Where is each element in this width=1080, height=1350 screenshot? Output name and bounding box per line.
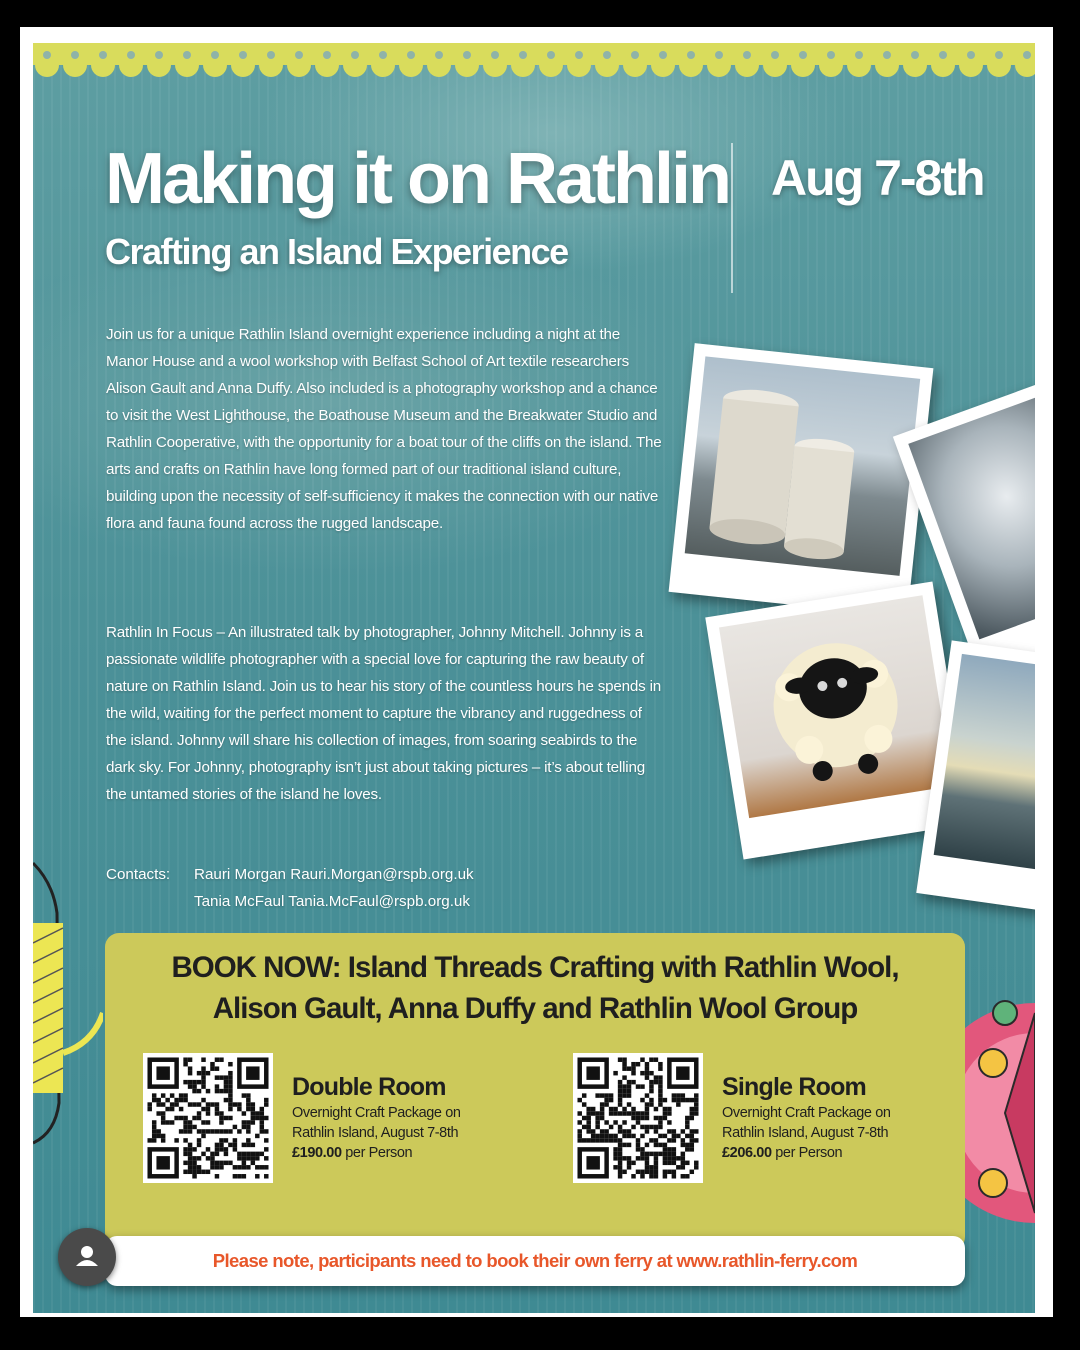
talk-paragraph: Rathlin In Focus – An illustrated talk by photographer, Johnny Mitchell. Johnny is a passionate wildlife photographer with a special love for capturing the raw beauty of nature on Rathlin Island. Join us to hear his story of the countless hours he spends in the wild, waiting for the perfect moment to capture the vibrancy and ruggedness of the island. Johnny will share his collection of images, from soaring seabirds to the dark sky. For Johnny, photography isn’t just about taking pictures – it’s about telling the untamed stories of the island he loves. (106, 624, 662, 803)
contacts-block (106, 861, 474, 915)
single-room-price-line (722, 1145, 842, 1161)
double-room-price-line (292, 1145, 412, 1161)
lace-border (33, 43, 1035, 77)
double-room-qr-code[interactable] (143, 1053, 273, 1183)
ferry-note[interactable]: Please note, participants need to book their own ferry at www.rathlin-ferry.com (105, 1236, 965, 1286)
user-avatar-icon[interactable] (58, 1228, 116, 1286)
intro-paragraph: Join us for a unique Rathlin Island overnight experience including a night at the Manor House and a wool workshop with Belfast School of Art textile researchers Alison Gault and Anna Duffy. Also included is a photography workshop and a chance to visit the West Lighthouse, the Boathouse Museum and the Breakwater Studio and Rathlin Cooperative, with the opportunity for a boat tour of the cliffs on the island. The arts and crafts on Rathlin have long formed part of our traditional island culture, building upon the necessity of self-sufficiency it makes the connection with our native flora and fauna found across the rugged landscape. (106, 326, 662, 532)
double-room-desc-1: Overnight Craft Package on (292, 1105, 461, 1121)
title-divider (731, 143, 733, 293)
double-room-price-suffix: per Person (345, 1145, 413, 1161)
booking-title (105, 947, 965, 1029)
booking-title-line-2: Alison Gault, Anna Duffy and Rathlin Wool Group (212, 992, 858, 1025)
thread-spool-decoration (33, 853, 103, 1153)
event-poster (33, 43, 1035, 1313)
poster-subtitle: Crafting an Island Experience (105, 231, 568, 272)
single-room-qr-code[interactable] (573, 1053, 703, 1183)
contact-tania: Tania McFaul Tania.McFaul@rspb.org.uk (194, 893, 470, 910)
single-room-desc-2: Rathlin Island, August 7-8th (722, 1125, 889, 1141)
photo-wool-cones (669, 343, 934, 617)
contact-rauri: Rauri Morgan Rauri.Morgan@rspb.org.uk (194, 866, 474, 883)
poster-title: Making it on Rathlin (105, 139, 729, 219)
single-room-desc-1: Overnight Craft Package on (722, 1105, 891, 1121)
event-date: Aug 7-8th (771, 150, 984, 206)
booking-title-line-1: BOOK NOW: Island Threads Crafting with Rathlin Wool, (171, 951, 899, 984)
double-room-title: Double Room (292, 1073, 446, 1101)
booking-panel (105, 933, 965, 1251)
double-room-desc-2: Rathlin Island, August 7-8th (292, 1125, 459, 1141)
contacts-label: Contacts: (106, 866, 171, 883)
double-room-price: £190.00 (292, 1145, 342, 1161)
single-room-title: Single Room (722, 1073, 866, 1101)
mandala-decoration (965, 983, 1035, 1243)
single-room-price: £206.00 (722, 1145, 772, 1161)
single-room-price-suffix: per Person (775, 1145, 843, 1161)
